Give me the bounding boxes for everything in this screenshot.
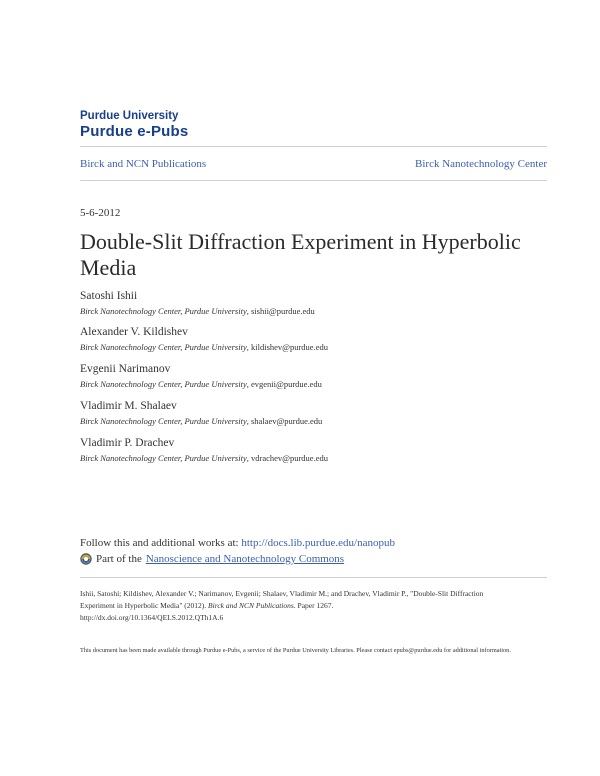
part-of-text: Part of the <box>96 553 142 565</box>
author-email-link[interactable]: sishii@purdue.edu <box>250 306 315 316</box>
author-affiliation: Birck Nanotechnology Center, Purdue University, kildishev@purdue.edu <box>80 342 328 352</box>
author-name: Alexander V. Kildishev <box>80 326 188 338</box>
author-name: Vladimir P. Drachev <box>80 437 175 449</box>
author-institution: Birck Nanotechnology Center, Purdue University <box>80 342 247 352</box>
follow-text: Follow this and additional works at: <box>80 537 242 549</box>
commons-link[interactable]: Nanoscience and Nanotechnology Commons <box>145 553 345 565</box>
author-affiliation: Birck Nanotechnology Center, Purdue University, sishii@purdue.edu <box>80 306 315 316</box>
citation-paper-number: . Paper 1267. <box>293 601 334 610</box>
author-email-link[interactable]: evgenii@purdue.edu <box>250 379 322 389</box>
author-institution: Birck Nanotechnology Center, Purdue University <box>80 379 247 389</box>
author-name: Vladimir M. Shalaev <box>80 400 177 412</box>
author-email-link[interactable]: kildishev@purdue.edu <box>250 342 328 352</box>
recommended-citation <box>80 588 520 624</box>
header-divider <box>80 146 547 147</box>
nanopub-link[interactable]: http://docs.lib.purdue.edu/nanopub <box>241 537 396 549</box>
author-institution: Birck Nanotechnology Center, Purdue University <box>80 416 247 426</box>
collection-link-birck-ncn[interactable]: Birck and NCN Publications <box>80 158 207 170</box>
author-affiliation: Birck Nanotechnology Center, Purdue University, vdrachev@purdue.edu <box>80 453 328 463</box>
collections-divider <box>80 180 547 181</box>
citation-text: Ishii, Satoshi; Kildishev, Alexander V.; Narimanov, Evgenii; Shalaev, Vladimir M.; and Drachev, Vladimir P., "Double-Slit Diffraction Experiment in Hyperbolic Media" (2012). <box>80 589 484 610</box>
author-email-link[interactable]: shalaev@purdue.edu <box>250 416 323 426</box>
collection-link-birck-center[interactable]: Birck Nanotechnology Center <box>415 158 547 170</box>
author-institution: Birck Nanotechnology Center, Purdue University <box>80 453 247 463</box>
commons-icon <box>80 553 92 565</box>
follow-line <box>80 537 395 549</box>
part-of-line <box>80 553 344 565</box>
author-affiliation: Birck Nanotechnology Center, Purdue University, evgenii@purdue.edu <box>80 379 322 389</box>
paper-title: Double-Slit Diffraction Experiment in Hyperbolic Media <box>80 229 521 280</box>
publication-date: 5-6-2012 <box>80 207 121 219</box>
repository-name[interactable]: Purdue e-Pubs <box>80 123 189 140</box>
author-institution: Birck Nanotechnology Center, Purdue University <box>80 306 247 316</box>
citation-doi[interactable]: http://dx.doi.org/10.1364/QELS.2012.QTh1A.6 <box>80 613 224 622</box>
availability-notice: This document has been made available through Purdue e-Pubs, a service of the Purdue University Libraries. Please contact epubs@purdue.edu for additional information. <box>80 647 511 654</box>
author-affiliation: Birck Nanotechnology Center, Purdue University, shalaev@purdue.edu <box>80 416 323 426</box>
citation-journal: Birck and NCN Publications <box>208 601 294 610</box>
citation-divider <box>80 577 547 578</box>
author-name: Satoshi Ishii <box>80 290 138 302</box>
university-name: Purdue University <box>80 110 179 122</box>
author-name: Evgenii Narimanov <box>80 363 171 375</box>
author-email-link[interactable]: vdrachev@purdue.edu <box>250 453 328 463</box>
